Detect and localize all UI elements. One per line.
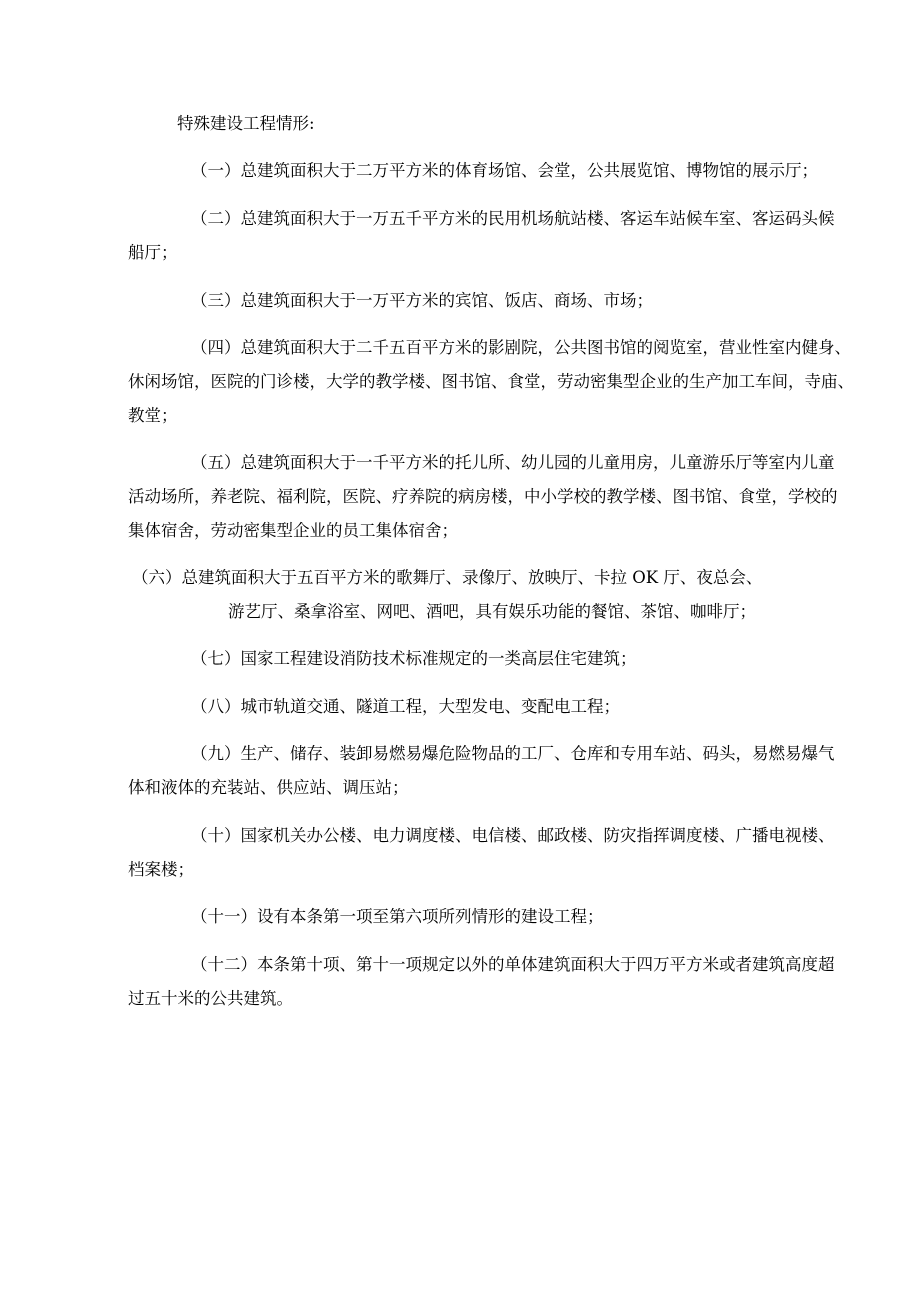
- item-text-line: （九）生产、储存、装卸易燃易爆危险物品的工厂、仓库和专用车站、码头，易燃易爆气: [191, 744, 835, 763]
- item-text-line: （六）总建筑面积大于五百平方米的歌舞厅、录像厅、放映厅、卡拉 OK 厅、夜总会、: [132, 568, 763, 587]
- item-text-line: 集体宿舍，劳动密集型企业的员工集体宿舍；: [128, 521, 458, 540]
- item-text-line: （四）总建筑面积大于二千五百平方米的影剧院，公共图书馆的阅览室，营业性室内健身、: [191, 338, 851, 357]
- item-text-line: 休闲场馆，医院的门诊楼，大学的教学楼、图书馆、食堂，劳动密集型企业的生产加工车间，寺庙、: [128, 372, 854, 391]
- item-text-line: 船厅；: [128, 243, 178, 262]
- item-text-line: （十一）设有本条第一项至第六项所列情形的建设工程；: [191, 907, 604, 926]
- item-text-line: （三）总建筑面积大于一万平方米的宾馆、饭店、商场、市场；: [191, 291, 653, 310]
- item-text-line: （一）总建筑面积大于二万平方米的体育场馆、会堂，公共展览馆、博物馆的展示厅；: [191, 161, 818, 180]
- item-text-line: 教堂；: [128, 406, 178, 425]
- item-text-line: 体和液体的充装站、供应站、调压站；: [128, 778, 409, 797]
- item-text-line: （十二）本条第十项、第十一项规定以外的单体建筑面积大于四万平方米或者建筑高度超: [191, 955, 835, 974]
- item-text-line: 档案楼；: [128, 860, 194, 879]
- item-text-line: 活动场所，养老院、福利院，医院、疗养院的病房楼，中小学校的教学楼、图书馆、食堂，学校的: [128, 487, 838, 506]
- item-text-line: 过五十米的公共建筑。: [128, 989, 293, 1008]
- item-text-line: （八）城市轨道交通、隧道工程，大型发电、变配电工程；: [191, 697, 620, 716]
- item-text-line: （七）国家工程建设消防技术标准规定的一类高层住宅建筑；: [191, 649, 637, 668]
- page-heading: 特殊建设工程情形:: [177, 114, 315, 133]
- item-text-line: （五）总建筑面积大于一千平方米的托儿所、幼儿园的儿童用房，儿童游乐厅等室内儿童: [191, 453, 835, 472]
- item-text-line: （二）总建筑面积大于一万五千平方米的民用机场航站楼、客运车站候车室、客运码头候: [191, 209, 835, 228]
- item-text-line: 游艺厅、桑拿浴室、网吧、酒吧，具有娱乐功能的餐馆、茶馆、咖啡厅；: [228, 602, 756, 621]
- item-text-line: （十）国家机关办公楼、电力调度楼、电信楼、邮政楼、防灾指挥调度楼、广播电视楼、: [191, 826, 835, 845]
